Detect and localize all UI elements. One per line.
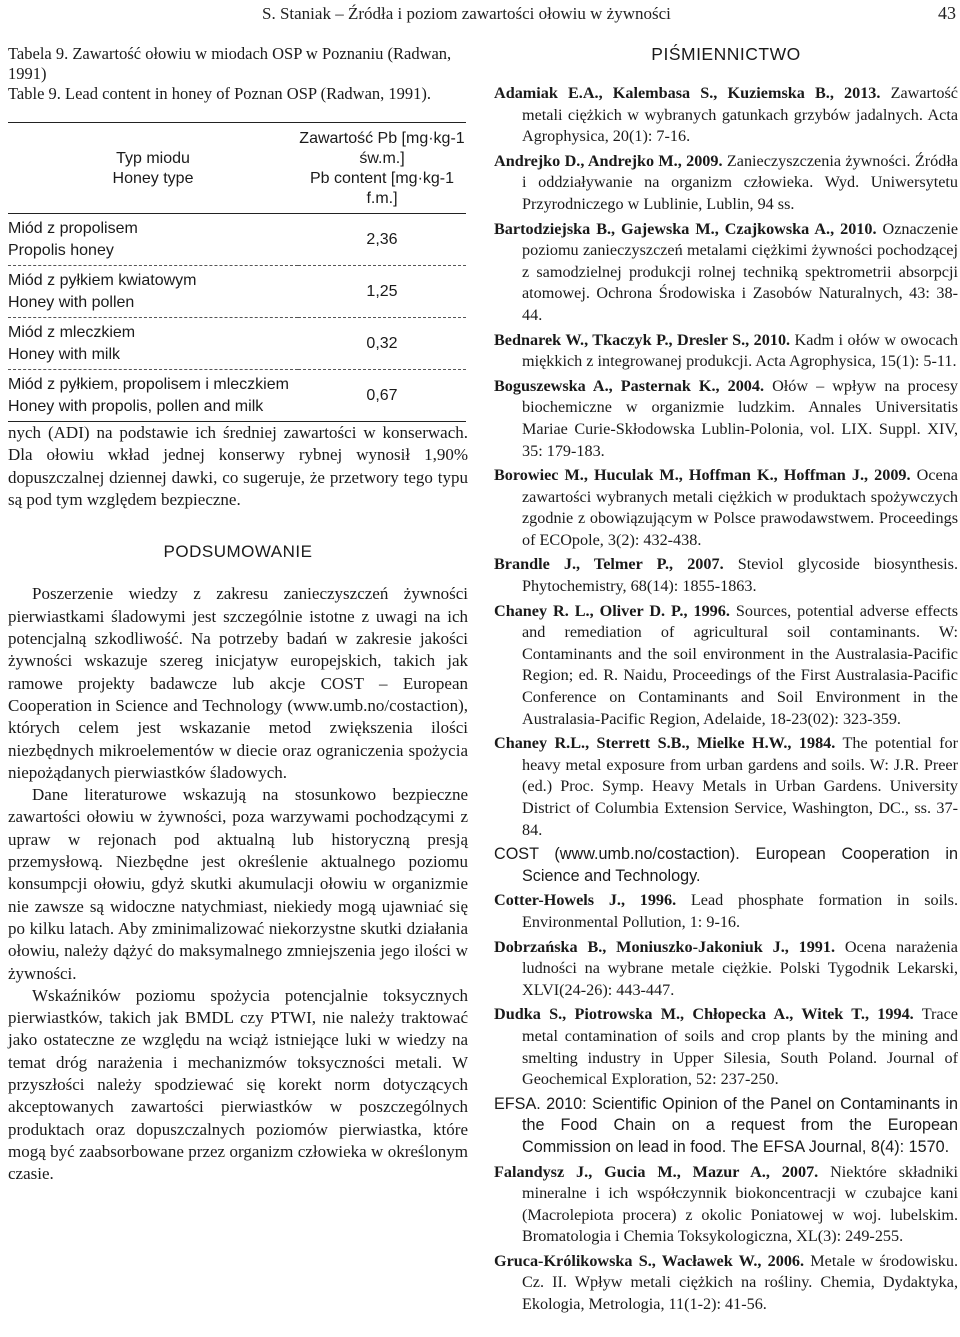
table-row [8,214,466,266]
page-number: 43 [938,3,956,23]
references-title: PIŚMIENNICTWO [651,44,801,64]
row-label-pl: Miód z pyłkiem kwiatowym [8,272,197,289]
reference-item [494,1162,958,1248]
references-list [494,83,958,1316]
reference-text: Ołów – wpływ na procesy biochemiczne w organizmie ludzkim. Annales Universitatis Mariae Curie-Skłodowska Lublin-Polonia, vol. LIX. Suppl. XIV, 35: 179-183. [522,376,958,460]
table-header-row [8,123,466,214]
row-value: 2,36 [366,231,398,248]
reference-item [494,83,958,148]
reference-item [494,151,958,216]
reference-text: COST (www.umb.no/costaction). European Cooperation in Science and Technology. [494,845,958,885]
reference-authors: Gruca-Królikowska S., Wacławek W., 2006. [494,1251,805,1270]
reference-item [494,554,958,597]
table-caption-pl: Tabela 9. Zawartość ołowiu w miodach OSP w Poznaniu (Radwan, 1991) [8,44,452,83]
table-caption-en: Table 9. Lead content in honey of Poznan OSP (Radwan, 1991). [8,84,432,103]
reference-item [494,376,958,462]
row-label-en: Propolis honey [8,242,114,259]
row-label [8,370,298,422]
reference-text: Kadm i ołów w owocach miękkich z integrowanej produkcji. Acta Agrophysica, 15(1): 5-11. [522,330,958,371]
summary-paragraph-2: Dane literaturowe wskazują na stosunkowo bezpieczne zawartości ołowiu w żywności, poza warzywami pochodzącymi z upraw w rejonach pod aktualną lub historyczną presją przemysłową. Niezbędne jest określenie aktualnego poziomu konsumpcji ołowiu, gdyż skutki akumulacji ołowiu w organizmie nie zawsze są widoczne natychmiast, niekiedy mogą ujawniać się po kilku latach. Aby zminimalizować niekorzystne skutki działania ołowiu, należy dążyć do maksymalnego zmniejszenia jego ilości w żywności. [8,785,468,983]
reference-text: Ocena zawartości wybranych metali ciężkich w produktach spożywczych zgodnie z obowiązującym w Polsce prawodawstwem. Proceedings of ECOpole, 3(2): 432-438. [522,466,958,549]
summary-paragraph-1: Poszerzenie wiedzy z zakresu zanieczyszczeń żywności pierwiastkami śladowymi jest szczególnie istotne z uwagi na ich potencjalną szkodliwość. Na potrzeby badań w zakresie jakości żywności wskazuje szereg inicjatyw europejskich, takich jak ramowe projekty badawcze lub akcje COST – European Cooperation in Science and Technology (www.umb.no/costaction), których celem jest wskazanie metod zwiększenia ilości niezbędnych mikroelementów w diecie oraz ograniczenia spożycia niepożądanych pierwiastków śladowych. [8,584,468,782]
running-title: S. Staniak – Źródła i poziom zawartości ołowiu w żywności [262,4,671,23]
lead-honey-table [8,122,466,422]
reference-text: Zanieczyszczenia żywności. Źródła i oddziaływanie na organizm człowieka. Wyd. Uniwersytetu Przyrodniczego w Lublinie, Lublin, 94 ss. [522,151,959,213]
section-title-summary: PODSUMOWANIE [163,542,313,562]
reference-item [494,219,958,327]
row-label-en: Honey with propolis, pollen and milk [8,398,264,415]
reference-authors: Chaney R.L., Sterrett S.B., Mielke H.W., 1984. [494,734,836,753]
right-column [494,44,958,1319]
table-row [8,370,466,422]
reference-item [494,937,958,1002]
row-label [8,318,298,370]
row-value: 0,32 [366,335,398,352]
row-value: 1,25 [366,283,398,300]
reference-authors: Adamiak E.A., Kalembasa S., Kuziemska B., 2013. [494,84,881,102]
reference-item [494,1094,958,1159]
reference-authors: Chaney R. L., Oliver D. P., 1996. [494,601,730,620]
reference-item [494,1251,958,1316]
reference-text: Trace metal contamination of soils and crop plants by the mining and smelting industry in Upper Silesia, South Poland. Journal of Geochemical Exploration, 52: 237-250. [522,1005,958,1089]
reference-text: EFSA. 2010: Scientific Opinion of the Panel on Contaminants in the Food Chain on a request from the European Commission on lead in food. The EFSA Journal, 8(4): 1570. [494,1094,958,1156]
col-header-type-pl: Typ miodu [116,150,190,167]
col-header-type-en: Honey type [112,170,194,187]
row-label [8,266,298,318]
col-header-content-pl: Zawartość Pb [mg·kg-1 św.m.] [299,130,465,167]
reference-item [494,1004,958,1090]
col-header-content [298,123,466,214]
table-row [8,318,466,370]
left-column [8,44,468,1186]
reference-item [494,465,958,551]
reference-authors: Dudka S., Piotrowska M., Chłopecka A., Witek T., 1994. [494,1005,914,1024]
reference-authors: Andrejko D., Andrejko M., 2009. [494,151,723,170]
reference-authors: Bednarek W., Tkaczyk P., Dresler S., 2010. [494,330,791,349]
reference-text: Ocena narażenia ludności na wybrane metale ciężkie. Polski Tygodnik Lekarski, XLVI(24-26): 443-447. [522,937,958,999]
reference-authors: Borowiec M., Huculak M., Hoffman K., Hoffman J., 2009. [494,466,911,485]
reference-item [494,601,958,731]
row-value: 0,67 [366,387,398,404]
reference-item [494,890,958,933]
row-label-pl: Miód z pyłkiem, propolisem i mleczkiem [8,376,289,393]
reference-text: Metale w środowisku. Cz. II. Wpływ metali ciężkich na rośliny. Chemia, Dydaktyka, Ekologia, Metrologia, 11(1-2): 41-56. [522,1251,959,1314]
reference-text: Zawartość metali ciężkich w wybranych gatunkach grzybów jadalnych. Acta Agrophysica, 20(1): 7-16. [522,84,958,146]
reference-text: Steviol glycoside biosynthesis. Phytochemistry, 68(14): 1855-1863. [522,555,958,596]
reference-item [494,733,958,841]
table-row [8,266,466,318]
row-label-en: Honey with pollen [8,294,135,311]
row-label-pl: Miód z mleczkiem [8,324,136,341]
reference-authors: Boguszewska A., Pasternak K., 2004. [494,376,765,395]
reference-text: Sources, potential adverse effects and remediation of agricultural soil contaminants. W: Contaminants and the soil environment in the Australasia-Pacific Region; ed. R. Naidu, Proceedings of the First Australasia-Pacific Conference on Contaminants and Soil Environment in the Australasia-Pacific Region, Adelaide, 18-23(02): 323-359. [522,601,958,728]
reference-authors: Falandysz J., Gucia M., Mazur A., 2007. [494,1162,819,1181]
reference-text: Oznaczenie poziomu zanieczyszczeń metalami ciężkimi żywności pochodzącej z samodzielnej produkcji rolnej techniką spektrometrii absorpcji atomowej. Ochrona Środowiska i Zasobów Naturalnych, 43: 38-44. [522,219,959,324]
reference-authors: Brandle J., Telmer P., 2007. [494,555,724,574]
reference-authors: Dobrzańska B., Moniuszko-Jakoniuk J., 1991. [494,937,836,956]
continued-paragraph: nych (ADI) na podstawie ich średniej zawartości w konserwach. Dla ołowiu wkład jednej konserwy rybnej wynosił 1,90% dopuszczalnej dziennej dawki, co sugeruje, że przetwory tego typu są pod tym względem bezpieczne. [8,423,468,509]
row-label-en: Honey with milk [8,346,121,363]
reference-text: Niektóre składniki mineralne i ich współczynnik biokoncentracji w czubajce kani (Macrolepiota procera) z okolic Poniatowej w woj. lubelskim. Bromatologia i Chemia Toksykologiczna, XL(3): 249-255. [522,1162,958,1246]
col-header-type [8,123,298,214]
reference-item [494,330,958,373]
row-label-pl: Miód z propolisem [8,220,138,237]
row-label [8,214,298,266]
reference-authors: Cotter-Howels J., 1996. [494,891,677,910]
reference-authors: Bartodziejska B., Gajewska M., Czajkowska A., 2010. [494,219,877,238]
col-header-content-en: Pb content [mg·kg-1 f.m.] [309,170,455,207]
running-header [0,4,960,28]
reference-text: Lead phosphate formation in soils. Environmental Pollution, 1: 9-16. [522,891,958,931]
reference-text: The potential for heavy metal exposure from urban gardens and soils. W: J.R. Preer (ed.) Proc. Symp. Heavy Metals in Urban Gardens. University District of Columbia Extension Service, Washington, DC., ss. 37-84. [522,734,958,839]
reference-item [494,844,958,887]
summary-paragraph-3: Wskaźników poziomu spożycia potencjalnie toksycznych pierwiastków, takich jak BMDL czy PTWI, nie należy traktować jako ostateczne ze względu na wciąż istniejące luki w wiedzy na temat dróg narażenia i mechanizmów toksyczności metali. W przyszłości należy spodziewać się korekt norm dotyczących akceptowanych zawartości pierwiastków w poszczególnych produktach oraz dopuszczalnych poziomów pierwiastka, które mogą być zaabsorbowane przez organizm człowieka w określonym czasie. [8,985,468,1184]
